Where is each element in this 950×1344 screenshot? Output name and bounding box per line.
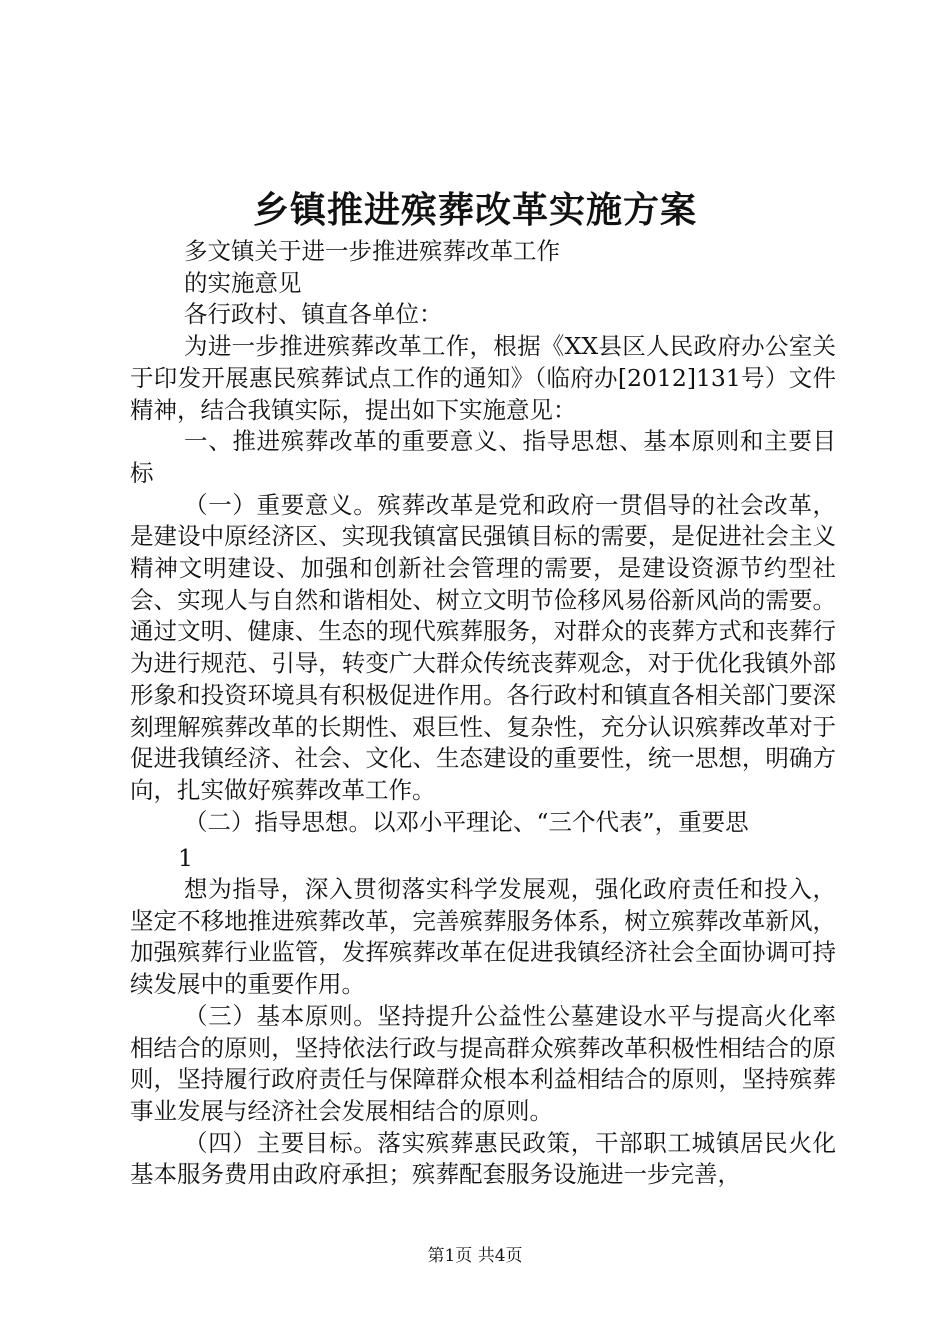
paragraph-guiding-thought-start: （二）指导思想。以邓小平理论、“三个代表”，重要思 [184,807,749,836]
heading-line-1: 多文镇关于进一步推进殡葬改革工作 [184,237,561,265]
document-body-part-1 [130,236,836,838]
paragraph-importance: （一）重要意义。殡葬改革是党和政府一贯倡导的社会改革，是建设中原经济区、实现我镇富民强镇目标的需要，是促进社会主义精神文明建设、加强和创新社会管理的需要，是建设资源节约型社会、实现人与自然和谐相处、树立文明节俭移风易俗新风尚的需要。通过文明、健康、生态的现代殡葬服务，对群众的丧葬方式和丧葬行为进行规范、引导，转变广大群众传统丧葬观念，对于优化我镇外部形象和投资环境具有积极促进作用。各行政村和镇直各相关部门要深刻理解殡葬改革的长期性、艰巨性、复杂性，充分认识殡葬改革对于促进我镇经济、社会、文化、生态建设的重要性，统一思想，明确方向，扎实做好殡葬改革工作。 [130,490,836,804]
paragraph-intro: 为进一步推进殡葬改革工作，根据《XX县区人民政府办公室关于印发开展惠民殡葬试点工作的通知》（临府办[2012]131号）文件精神，结合我镇实际，提出如下实施意见： [130,332,836,424]
document-title: 乡镇推进殡葬改革实施方案 [252,189,697,231]
page-footer: 第1页 共4页 [427,1246,523,1266]
salutation: 各行政村、镇直各单位： [184,300,443,329]
document-body-part-2 [130,874,836,1191]
heading-line-2: 的实施意见 [184,268,302,297]
inline-page-number: 1 [178,844,193,872]
paragraph-principles: （三）基本原则。坚持提升公益性公墓建设水平与提高火化率相结合的原则，坚持依法行政与提高群众殡葬改革积极性相结合的原则，坚持履行政府责任与保障群众根本利益相结合的原则，坚持殡葬事业发展与经济社会发展相结合的原则。 [130,1001,836,1125]
paragraph-goals: （四）主要目标。落实殡葬惠民政策，干部职工城镇居民火化基本服务费用由政府承担；殡葬配套服务设施进一步完善， [130,1128,836,1189]
paragraph-guiding-thought-cont: 想为指导，深入贯彻落实科学发展观，强化政府责任和投入，坚定不移地推进殡葬改革，完善殡葬服务体系，树立殡葬改革新风，加强殡葬行业监管，发挥殡葬改革在促进我镇经济社会全面协调可持续发展中的重要作用。 [130,875,836,999]
section-heading-1: 一、推进殡葬改革的重要意义、指导思想、基本原则和主要目标 [130,427,836,487]
